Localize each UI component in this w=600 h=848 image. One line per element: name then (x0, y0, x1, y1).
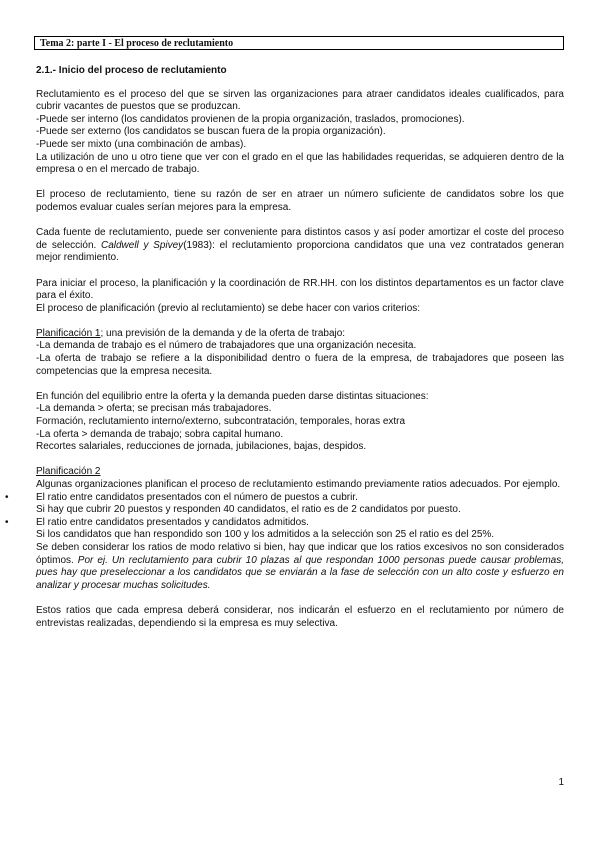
fuentes-text-after: (1983): el reclutamiento proporciona candidatos que una vez contratados generan mejor rendimiento. (36, 239, 564, 264)
plan2-bullet-2 (5, 516, 564, 530)
plan2-label: Planificación 2 (36, 466, 101, 478)
citation-author: Caldwell y Spivey (100, 239, 184, 251)
plan2-consider (36, 542, 564, 592)
plan1-demanda: -La demanda de trabajo es el número de trabajadores que una organización necesita. (36, 340, 417, 352)
bullet-icon: • (5, 516, 9, 528)
chapter-title: Tema 2: parte I - El proceso de reclutamiento (40, 38, 234, 49)
type-externo: -Puede ser externo (los candidatos se buscan fuera de la propia organización). (36, 126, 386, 138)
plan2-bullet-1 (5, 491, 564, 505)
plan2-bullet-2-example: Si los candidatos que han respondido son 100 y los admitidos a la selección son 25 el ratio es del 25%. (36, 529, 495, 541)
paragraph-closing: Estos ratios que cada empresa deberá considerar, nos indicarán el esfuerzo en el reclutamiento por número de entrevistas realizadas, dependiendo si la empresa es muy selectiva. (36, 604, 564, 629)
plan1-label: Planificación 1 (36, 327, 101, 339)
paragraph-razon: El proceso de reclutamiento, tiene su razón de ser en atraer un número suficiente de candidatos sobre los que podemos evaluar cuales serían mejores para la empresa. (36, 189, 564, 213)
bullet-icon: • (5, 491, 9, 503)
plan1-rest: ; una previsión de la demanda y de la oferta de trabajo: (100, 327, 346, 339)
plan2-bullet-1-example: Si hay que cubrir 20 puestos y responden 40 candidatos, el ratio es de 2 candidatos por puesto. (36, 504, 461, 516)
type-mixto: -Puede ser mixto (una combinación de ambas). (36, 138, 247, 150)
bullet-2-text: El ratio entre candidatos presentados y candidatos admitidos. (36, 516, 309, 528)
equilibrio-case1-actions: Formación, reclutamiento interno/externo, subcontratación, temporales, horas extra (36, 416, 406, 428)
bullet-1-text: El ratio entre candidatos presentados con el número de puestos a cubrir. (36, 491, 358, 503)
paragraph-definition: Reclutamiento es el proceso del que se sirven las organizaciones para atraer candidatos ideales cualificados, para cubrir vacantes de puestos que se produzcan. (36, 88, 564, 113)
consider-text: Se deben considerar los ratios de modo relativo si bien, hay que indicar que los ratios excesivos no son considerados óptimos. (36, 541, 564, 566)
paragraph-fuentes (36, 227, 564, 265)
plan2-intro: Algunas organizaciones planifican el proceso de reclutamiento estimando previamente ratios adecuados. Por ejemplo. (36, 479, 561, 490)
equilibrio-intro: En función del equilibrio entre la oferta y la demanda pueden darse distintas situaciones: (36, 390, 429, 402)
chapter-header-box (34, 36, 564, 50)
equilibrio-case2: -La oferta > demanda de trabajo; sobra capital humano. (36, 428, 284, 440)
page-number: 1 (558, 777, 564, 788)
document-body (5, 65, 564, 630)
paragraph-utilizacion: La utilización de uno u otro tiene que ver con el grado en el que las habilidades requeridas, se adquieren dentro de la empresa o en el mercado de trabajo. (36, 151, 564, 176)
type-interno: -Puede ser interno (los candidatos provienen de la propia organización, traslados, promociones). (36, 113, 465, 125)
equilibrio-case1: -La demanda > oferta; se precisan más trabajadores. (36, 403, 272, 415)
plan1-oferta: -La oferta de trabajo se refiere a la disponibilidad dentro o fuera de la empresa, de trabajadores que poseen las competencias que la empresa necesita. (36, 353, 564, 377)
fuentes-text: Cada fuente de reclutamiento, puede ser conveniente para distintos casos y así poder amortizar el coste del proceso de selección. (36, 227, 564, 251)
plan1-heading (36, 328, 564, 341)
consider-example: Por ej. Un reclutamiento para cubrir 10 plazas al que respondan 1000 personas puede causar problemas, pues hay que preseleccionar a los candidatos que se enviarán a la fase de selección con un alto coste y esfuerzo en analizar y procesar muchas solicitudes. (36, 554, 564, 591)
paragraph-coordinacion: Para iniciar el proceso, la planificación y la coordinación de RR.HH. con los distintos departamentos es un factor clave para el éxito. (36, 277, 564, 302)
paragraph-planificacion: El proceso de planificación (previo al reclutamiento) se debe hacer con varios criterios: (36, 302, 421, 314)
section-title: 2.1.- Inicio del proceso de reclutamiento (36, 65, 227, 76)
equilibrio-case2-actions: Recortes salariales, reducciones de jornada, jubilaciones, bajas, despidos. (36, 441, 367, 453)
